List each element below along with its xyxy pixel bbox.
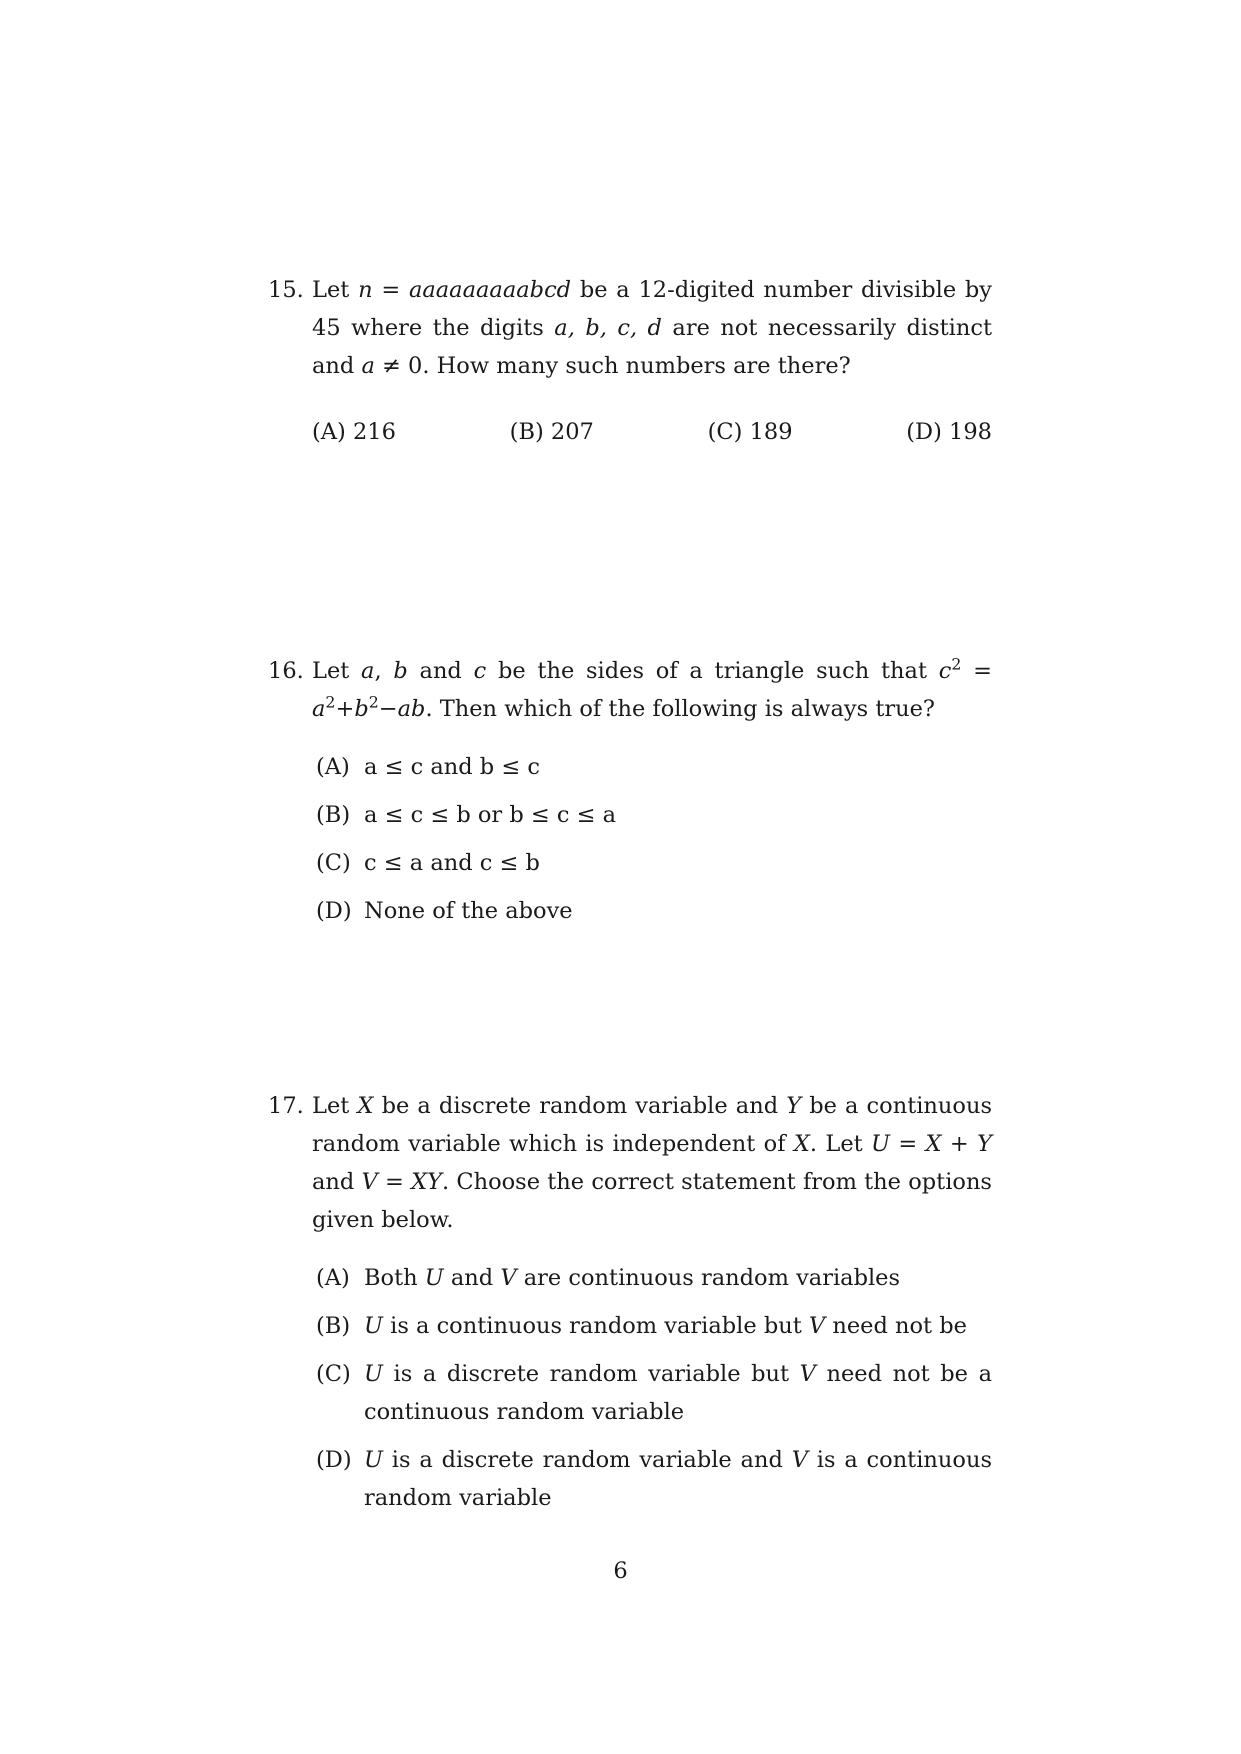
option-b[interactable]: (B) 207 bbox=[509, 419, 594, 445]
option-a[interactable]: (A) Both U and V are continuous random variables bbox=[316, 1265, 901, 1291]
option-c[interactable]: (C) c ≤ a and c ≤ b bbox=[316, 850, 540, 876]
question-number: 15. bbox=[268, 277, 304, 303]
option-a[interactable]: (A) a ≤ c and b ≤ c bbox=[316, 754, 540, 780]
option-d[interactable]: (D) None of the above bbox=[316, 898, 573, 924]
option-d[interactable]: (D) 198 bbox=[906, 419, 992, 445]
question-15 bbox=[268, 271, 992, 451]
option-c[interactable]: (C) U is a discrete random variable but V need not be a continuous random variable bbox=[316, 1361, 992, 1425]
option-c[interactable]: (C) 189 bbox=[707, 419, 793, 445]
question-17 bbox=[268, 1087, 992, 1527]
options-row bbox=[312, 413, 992, 451]
option-b[interactable]: (B) a ≤ c ≤ b or b ≤ c ≤ a bbox=[316, 802, 617, 828]
option-a[interactable]: (A) 216 bbox=[312, 419, 396, 445]
question-16 bbox=[268, 652, 992, 940]
question-text: Let a, b and c be the sides of a triangle such that $c^2 = a^2+b^2-ab$. Then which of the following is always true? bbox=[312, 654, 992, 722]
question-text: Let n = aaaaaaaaabcd be a 12-digited number divisible by 45 where the digits a, b, c, d are not necessarily distinct and a ≠ 0. How many such numbers are there? bbox=[312, 277, 993, 379]
page-number: 6 bbox=[613, 1558, 628, 1584]
question-number: 17. bbox=[268, 1093, 304, 1119]
question-text: Let X be a discrete random variable and Y be a continuous random variable which is independent of X. Let U = X + Y and V = XY. Choose the correct statement from the options given below. bbox=[312, 1093, 992, 1233]
options-list bbox=[316, 748, 992, 930]
option-b[interactable]: (B) U is a continuous random variable but V need not be bbox=[316, 1313, 967, 1339]
question-number: 16. bbox=[268, 658, 304, 684]
option-d[interactable]: (D) U is a discrete random variable and V is a continuous random variable bbox=[316, 1447, 992, 1511]
options-list bbox=[316, 1259, 992, 1517]
